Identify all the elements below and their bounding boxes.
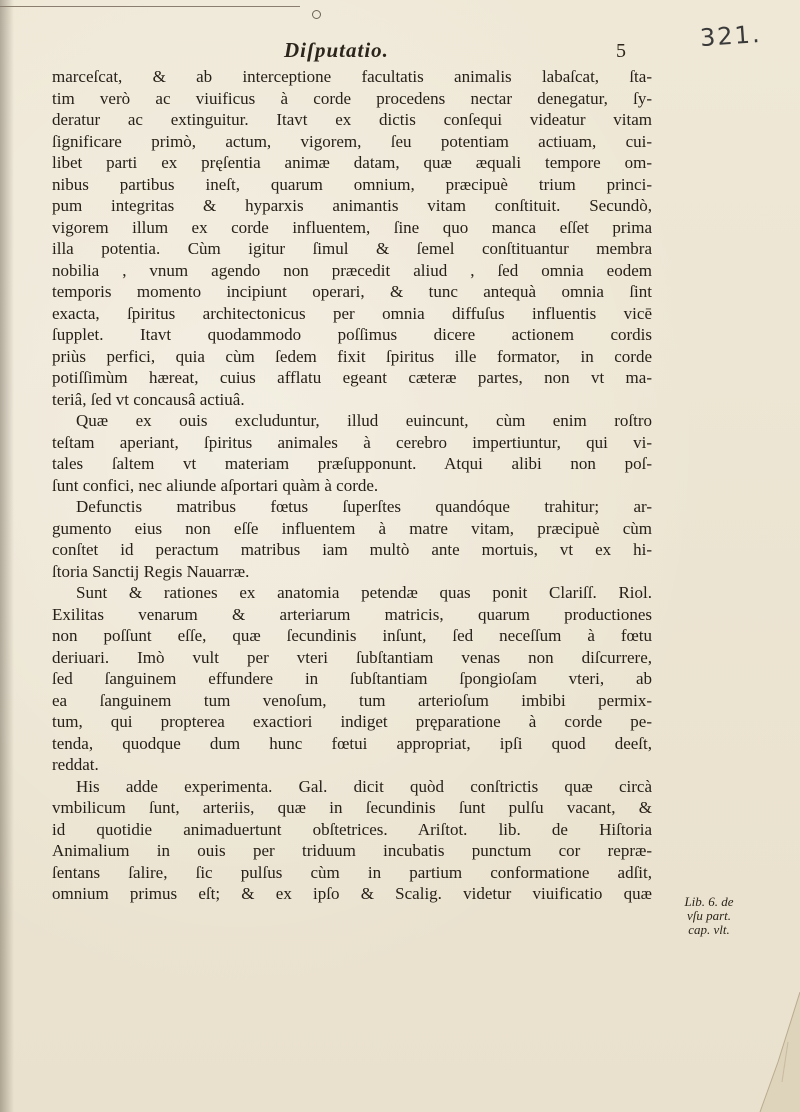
- text-line: ſentans ſalire, ſic pulſus cùm in partium conformatione adſit,: [52, 862, 652, 882]
- paragraph-start-line: Sunt & rationes ex anatomia petendæ quas ponit Clariſſ. Riol.: [76, 583, 652, 602]
- text-line: libet parti ex pręſentia animæ datam, quæ æquali tempore om-: [52, 153, 652, 172]
- body-text: [52, 66, 652, 905]
- text-line: Exilitas venarum & arteriarum matricis, quarum productiones: [52, 604, 652, 624]
- ornament-circle-icon: [312, 10, 321, 19]
- paragraph-end-line: reddat.: [52, 755, 99, 774]
- paragraph-end-line: ſtoria Sanctij Regis Nauarræ.: [52, 561, 250, 581]
- text-line: non poſſunt eſſe, quæ ſecundinis inſunt, ſed neceſſum à fœtu: [52, 626, 652, 645]
- text-line: priùs perfici, quia cùm ſedem fixit ſpiritus ille formator, in corde: [52, 346, 652, 366]
- marginal-note-line: cap. vlt.: [688, 922, 730, 937]
- text-line: nibus partibus ineſt, quarum omnium, præcipuè trium princi-: [52, 174, 652, 194]
- text-line: nobilia , vnum agendo non præcedit aliud , ſed omnia eodem: [52, 260, 652, 280]
- text-line: ſed ſanguinem effundere in ſubſtantiam ſpongioſam vteri, ab: [52, 669, 652, 688]
- text-line: Animalium in ouis per triduum incubatis punctum cor repræ-: [52, 841, 652, 860]
- paragraph-start-line: His adde experimenta. Gal. dicit quòd conſtrictis quæ circà: [76, 776, 652, 796]
- text-line: gumento eius non eſſe influentem à matre vitam, præcipuè cùm: [52, 518, 652, 538]
- text-line: id quotidie animaduertunt obſtetrices. Ariſtot. lib. de Hiſtoria: [52, 819, 652, 839]
- text-line: tim verò ac viuificus à corde procedens nectar denegatur, ſy-: [52, 88, 652, 108]
- text-line: illa potentia. Cùm igitur ſimul & ſemel conſtituantur membra: [52, 239, 652, 258]
- running-title: Diſputatio.: [284, 38, 389, 62]
- text-line: deriuari. Imò vult per vteri ſubſtantiam venas non diſcurrere,: [52, 647, 652, 667]
- paragraph-start-line: Quæ ex ouis excluduntur, illud euincunt, cùm enim roſtro: [76, 411, 652, 430]
- marginal-note-line: Lib. 6. de: [684, 894, 734, 909]
- text-line: tenda, quodque dum hunc fœtui appropriat, ipſi quod deeſt,: [52, 733, 652, 753]
- text-line: tum, qui propterea exactiori indiget pręparatione à corde pe-: [52, 712, 652, 731]
- text-line: ſupplet. Itavt quodammodo poſſimus dicere actionem cordis: [52, 325, 652, 344]
- text-line: omnium primus eſt; & ex ipſo & Scalig. videtur viuificatio quæ: [52, 884, 652, 903]
- text-line: teſtam aperiant, ſpiritus animales à cerebro impertiuntur, qui vi-: [52, 432, 652, 452]
- text-line: conſtet id peractum matribus iam multò ante mortuis, vt ex hi-: [52, 540, 652, 559]
- text-line: ea ſanguinem tum venoſum, tum arterioſum imbibi permix-: [52, 690, 652, 710]
- text-line: vigorem illum ex corde influentem, ſine quo manca eſſet prima: [52, 217, 652, 237]
- handwritten-folio-number: 321.: [699, 19, 763, 53]
- text-line: pum integritas & hyparxis animantis vitam conſtituit. Secundò,: [52, 196, 652, 215]
- text-line: vmbilicum ſunt, arteriis, quæ in ſecundinis ſunt pulſu vacant, &: [52, 798, 652, 817]
- paragraph-start-line: Defunctis matribus fœtus ſuperſtes quandóque trahitur; ar-: [76, 497, 652, 516]
- marginal-note-line: vſu part.: [686, 908, 732, 923]
- page-corner-crease: [730, 982, 800, 1112]
- page-number: 5: [616, 40, 626, 62]
- text-line: marceſcat, & ab interceptione facultatis animalis labaſcat, ſta-: [52, 67, 652, 86]
- page-edge-line: [0, 6, 300, 7]
- binding-shadow: [0, 0, 14, 1112]
- text-line: exacta, ſpiritus architectonicus per omnia diffuſus influentis vicē: [52, 303, 652, 323]
- text-line: tales ſaltem vt materiam præſupponunt. Atqui alibi non poſ-: [52, 454, 652, 473]
- text-line: ſignificare primò, actum, vigorem, ſeu potentiam actiuam, cui-: [52, 131, 652, 151]
- text-line: potiſſimùm hæreat, cuius afflatu egeant cæteræ partes, non vt ma-: [52, 368, 652, 387]
- paragraph-end-line: ſunt confici, nec aliunde aſportari quàm à corde.: [52, 475, 379, 495]
- marginal-note: [664, 895, 754, 937]
- text-line: temporis momento incipiunt operari, & tunc antequà omnia ſint: [52, 282, 652, 301]
- paragraph-end-line: teriâ, ſed vt concausâ actiuâ.: [52, 389, 245, 409]
- text-line: deratur ac extinguitur. Itavt ex dictis conſequi videatur vitam: [52, 110, 652, 129]
